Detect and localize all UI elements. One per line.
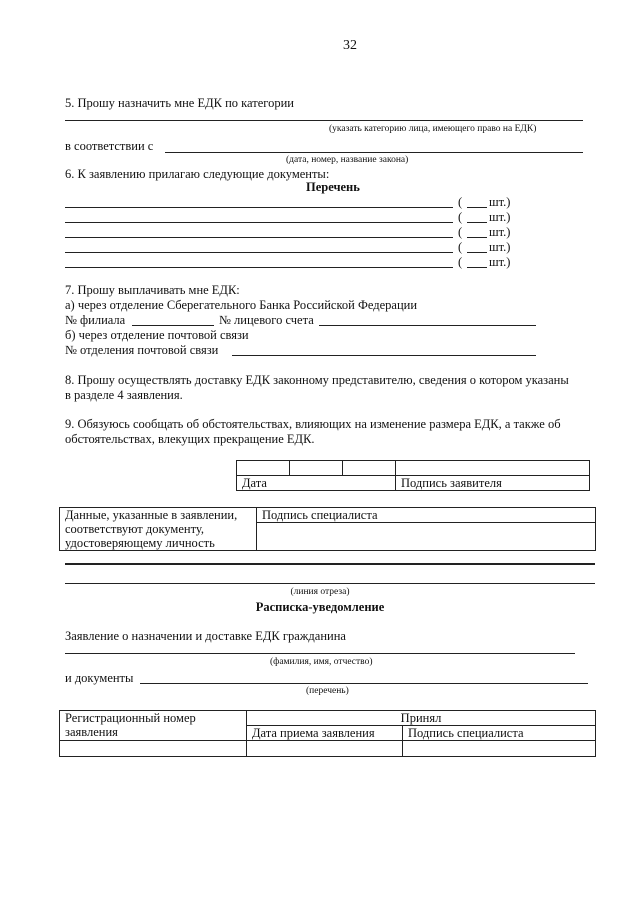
document-name-line[interactable] bbox=[65, 237, 453, 238]
reg-number-header bbox=[60, 711, 247, 741]
receipt-title: Расписка-уведомление bbox=[255, 600, 385, 614]
specialist-signature-header: Подпись специалиста bbox=[403, 726, 596, 741]
accepted-header: Принял bbox=[247, 711, 596, 726]
according-label: в соответствии с bbox=[65, 139, 154, 153]
account-label: № лицевого счета bbox=[219, 313, 314, 327]
reg-number-line-1: Регистрационный номер bbox=[65, 711, 196, 725]
document-name-line[interactable] bbox=[65, 207, 453, 208]
citizen-name-hint: (фамилия, имя, отчество) bbox=[270, 657, 373, 667]
date-received-cell[interactable] bbox=[247, 741, 403, 757]
reg-number-line-2: заявления bbox=[65, 725, 118, 739]
list-heading: Перечень bbox=[306, 180, 360, 194]
date-cell-2[interactable] bbox=[290, 461, 343, 476]
date-label: Дата bbox=[237, 476, 396, 491]
section-5-title: 5. Прошу назначить мне ЕДК по категории bbox=[65, 96, 294, 110]
section-8-line-1: 8. Прошу осуществлять доставку ЕДК законному представителю, сведения о котором указаны bbox=[65, 373, 569, 387]
account-input-line[interactable] bbox=[319, 325, 536, 326]
specialist-signature-cell[interactable] bbox=[257, 523, 596, 551]
qty-input-line[interactable] bbox=[467, 222, 487, 223]
qty-open: ( bbox=[458, 210, 463, 224]
date-cell-1[interactable] bbox=[237, 461, 290, 476]
section-9-line-2: обстоятельствах, влекущих прекращение ЕДК. bbox=[65, 432, 315, 446]
specialist-verification-table bbox=[59, 507, 596, 551]
applicant-signature-label: Подпись заявителя bbox=[396, 476, 590, 491]
citizen-name-input-line[interactable] bbox=[65, 653, 575, 654]
date-signature-table bbox=[236, 460, 590, 491]
branch-input-line[interactable] bbox=[132, 325, 214, 326]
documents-hint: (перечень) bbox=[306, 686, 349, 696]
category-input-line[interactable] bbox=[65, 120, 583, 121]
cut-line-top bbox=[65, 563, 595, 565]
post-office-input-line[interactable] bbox=[232, 355, 536, 356]
section-9-line-1: 9. Обязуюсь сообщать об обстоятельствах, влияющих на изменение размера ЕДК, а также об bbox=[65, 417, 561, 431]
qty-input-line[interactable] bbox=[467, 237, 487, 238]
date-cell-3[interactable] bbox=[343, 461, 396, 476]
specialist-signature-cell[interactable] bbox=[403, 741, 596, 757]
date-received-header: Дата приема заявления bbox=[247, 726, 403, 741]
identity-verification-note bbox=[60, 508, 257, 551]
category-hint: (указать категорию лица, имеющего право на ЕДК) bbox=[329, 124, 537, 134]
page-number: 32 bbox=[343, 38, 357, 53]
reg-number-cell[interactable] bbox=[60, 741, 247, 757]
section-6-title: 6. К заявлению прилагаю следующие документы: bbox=[65, 167, 330, 181]
document-row bbox=[0, 210, 640, 224]
qty-open: ( bbox=[458, 255, 463, 269]
receipt-table bbox=[59, 710, 596, 757]
documents-input-line[interactable] bbox=[140, 683, 588, 684]
cut-line-label: (линия отреза) bbox=[290, 587, 350, 597]
qty-open: ( bbox=[458, 225, 463, 239]
qty-unit: шт.) bbox=[489, 255, 511, 269]
specialist-signature-label: Подпись специалиста bbox=[257, 508, 596, 523]
qty-unit: шт.) bbox=[489, 225, 511, 239]
identity-note-line-2: соответствуют документу, bbox=[65, 522, 204, 536]
document-row bbox=[0, 255, 640, 269]
option-a-label: а) через отделение Сберегательного Банка Российской Федерации bbox=[65, 298, 418, 312]
document-name-line[interactable] bbox=[65, 222, 453, 223]
signature-cell[interactable] bbox=[396, 461, 590, 476]
section-8-line-2: в разделе 4 заявления. bbox=[65, 388, 183, 402]
option-b-label: б) через отделение почтовой связи bbox=[65, 328, 249, 342]
document-name-line[interactable] bbox=[65, 267, 453, 268]
law-hint: (дата, номер, название закона) bbox=[286, 155, 409, 165]
identity-note-line-1: Данные, указанные в заявлении, bbox=[65, 508, 238, 522]
branch-label: № филиала bbox=[65, 313, 126, 327]
documents-label: и документы bbox=[65, 671, 134, 685]
document-row bbox=[0, 195, 640, 209]
post-office-label: № отделения почтовой связи bbox=[65, 343, 219, 357]
qty-open: ( bbox=[458, 240, 463, 254]
law-input-line[interactable] bbox=[165, 152, 583, 153]
document-row bbox=[0, 240, 640, 254]
document-name-line[interactable] bbox=[65, 252, 453, 253]
identity-note-line-3: удостоверяющему личность bbox=[65, 536, 215, 550]
document-row bbox=[0, 225, 640, 239]
receipt-statement: Заявление о назначении и доставке ЕДК гражданина bbox=[65, 629, 346, 643]
cut-line-bottom bbox=[65, 583, 595, 584]
qty-unit: шт.) bbox=[489, 240, 511, 254]
qty-input-line[interactable] bbox=[467, 207, 487, 208]
qty-unit: шт.) bbox=[489, 195, 511, 209]
section-7-title: 7. Прошу выплачивать мне ЕДК: bbox=[65, 283, 240, 297]
qty-input-line[interactable] bbox=[467, 252, 487, 253]
qty-open: ( bbox=[458, 195, 463, 209]
qty-input-line[interactable] bbox=[467, 267, 487, 268]
qty-unit: шт.) bbox=[489, 210, 511, 224]
